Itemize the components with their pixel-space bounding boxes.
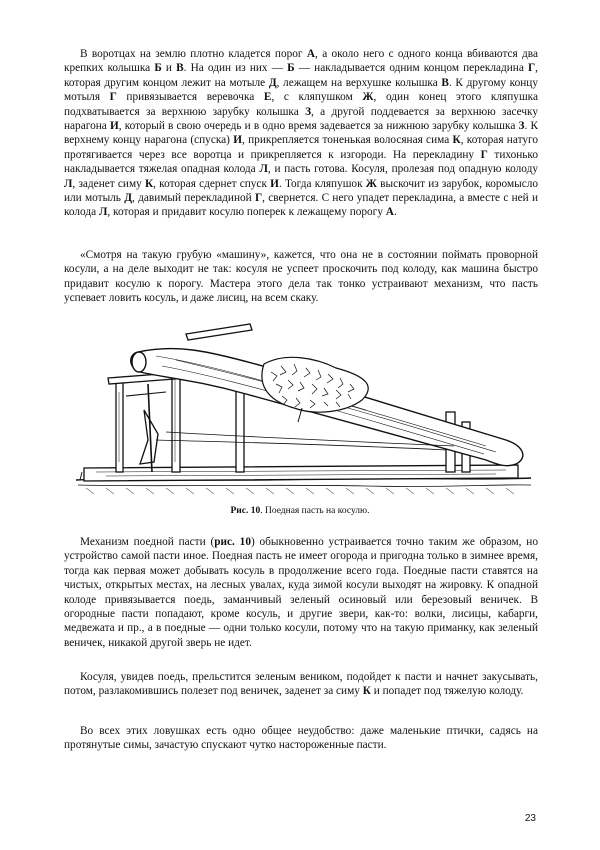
bold-letter-label: А	[385, 206, 394, 219]
bold-letter-label: Д	[268, 76, 277, 89]
bold-letter-label: Г	[527, 62, 536, 75]
bold-letter-label: К	[144, 177, 154, 190]
bold-letter-label: Б	[287, 62, 295, 75]
paragraph-machine-quote: «Смотря на такую грубую «машину», кажется, что она не в состоянии поймать проворной косули, а на деле выходит не так: косуля не успеет проскочить под колоду, как машина быстро придавит косулю к порогу. Мастера этого дела так тонко устраивают механизм, что пасть успевает ловить косуль, и даже лисиц, на всем скаку.	[64, 249, 538, 305]
bold-letter-label: В	[176, 62, 184, 75]
bold-letter-label: Л	[64, 177, 73, 190]
bold-letter-label: И	[109, 120, 119, 133]
bold-letter-label: Ж	[362, 91, 374, 104]
paragraph-trap-construction: В воротцах на землю плотно кладется порог А, а около него с одного конца вбиваются два крепких колышка Б и В. На один из них — Б — накладывается одним концом перекладина Г, которая другим концом лежит на мотыле Д, лежащем на верхушке колышка В. К другому концу мотыля Г привязывается веревочка Е, с кляпушком Ж, один конец этого кляпушка подхватывается за верхнюю зарубку колышка З, а другой поддевается за верхнюю засечку нарагона И, который в свою очередь и в одно время задевается за нижнюю зарубку колышка З. К верхнему концу нарагона (спуска) И, прикрепляется тоненькая волосяная сима К, которая натуго протягивается через все воротца и прикрепляется к изгороди. На перекладину Г тихонько накладывается тяжелая опадная колода Л, и пасть готова. Косуля, пролезая под опадную колоду Л, заденет симу К, которая сдернет спуск И. Тогда кляпушок Ж выскочит из зарубок, коромысло или мотыль Д, давимый перекладиной Г, свернется. С него упадет перекладина, а вместе с ней и колода Л, которая и придавит косулю поперек к лежащему порогу А.	[64, 48, 539, 219]
bold-letter-label: И	[270, 177, 279, 190]
bold-letter-label: З	[305, 105, 312, 118]
figure-trap-illustration	[66, 322, 536, 502]
bold-letter-label: Г	[254, 192, 263, 205]
trap-drawing	[66, 322, 536, 502]
bold-letter-label: И	[233, 134, 243, 147]
bold-letter-label: Е	[263, 91, 272, 104]
bold-letter-label: Л	[259, 163, 268, 176]
figure-caption	[0, 506, 600, 516]
bold-letter-label: К	[452, 134, 461, 147]
bold-letter-label: Г	[480, 148, 488, 161]
figure-caption-text: . Поедная пасть на косулю.	[260, 506, 370, 516]
bold-letter-label: В	[441, 76, 449, 89]
bold-letter-label: Г	[109, 91, 117, 104]
figure-caption-label: Рис. 10	[230, 506, 261, 516]
paragraph-drawback: Во всех этих ловушках есть одно общее неудобство: даже маленькие птички, садясь на протянутые симы, зачастую спускают чутко настороженные пасти.	[64, 725, 538, 752]
paragraph-eating-trap: Механизм поедной пасти (рис. 10) обыкновенно устраивается точно таким же образом, но устройство самой пасти иное. Поедная пасть не имеет огорода и пригодна только в зимнее время, тогда как первая может добывать косуль в продолжение всего года. Поедные пасти ставятся на чистых, открытых местах, на лесных увалах, куда зимой косули выходят на жировку. К опадной колоде привязывается поедь, заманчивый зеленый осиновый или березовый веничек. В огородные пасти попадают, кроме косуль, и другие звери, как-то: волки, лисицы, кабарги, медвежата и пр., а в поедные — одни только косули, потому что на такую приманку, как зеленый веничек, никакой другой зверь не идет.	[64, 536, 538, 649]
bold-letter-label: К	[362, 685, 371, 698]
bold-letter-label: Б	[154, 62, 162, 75]
paragraph-roe-behavior: Косуля, увидев поедь, прельстится зеленым веником, подойдет к пасти и начнет закусывать, потом, разлакомившись полезет под веничек, заденет за симу К и попадет под тяжелую колоду.	[64, 671, 538, 698]
page-number: 23	[524, 813, 536, 824]
bold-letter-label: Д	[124, 192, 133, 205]
bold-letter-label: Ж	[365, 177, 377, 190]
bold-letter-label: рис. 10	[214, 536, 251, 548]
bold-letter-label: А	[306, 48, 316, 60]
bold-letter-label: З	[518, 120, 525, 133]
bold-letter-label: Л	[98, 206, 108, 219]
